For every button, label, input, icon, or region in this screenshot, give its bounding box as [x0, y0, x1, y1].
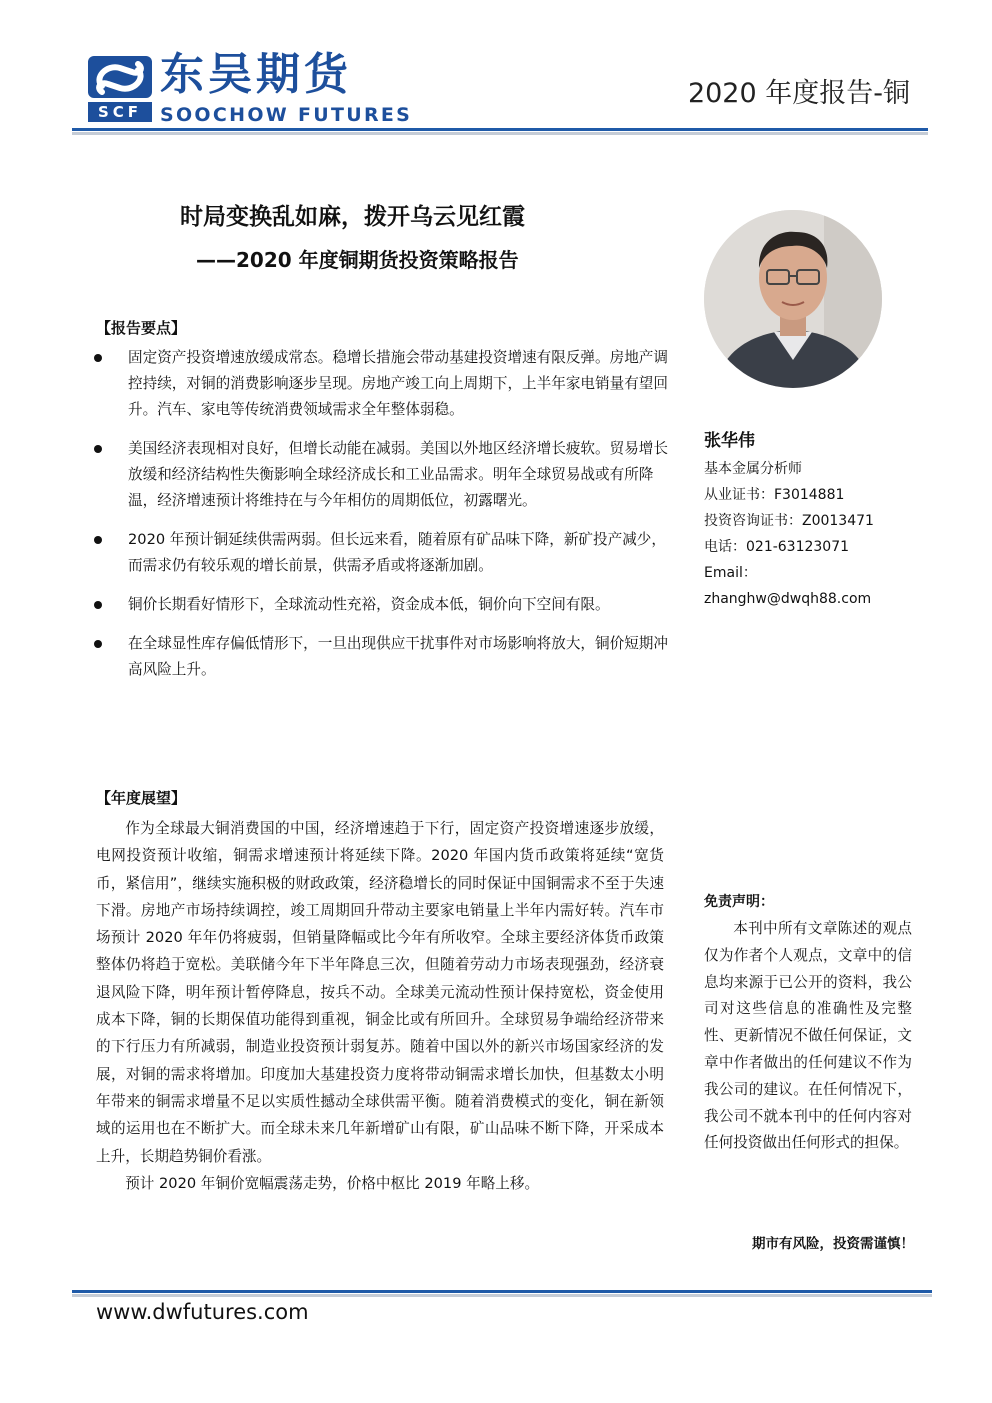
- outlook-heading: 【年度展望】: [96, 789, 187, 807]
- list-item: [92, 436, 672, 514]
- outlook-paragraph: 预计 2020 年铜价宽幅震荡走势，价格中枢比 2019 年略上移。: [125, 1174, 540, 1192]
- analyst-consult-license: 投资咨询证书：Z0013471: [704, 513, 874, 529]
- key-points-list: [92, 345, 672, 696]
- page-subtitle: ——2020 年度铜期货投资策略报告: [196, 248, 519, 272]
- disclaimer-body: [704, 916, 912, 1157]
- key-points-heading: 【报告要点】: [96, 319, 187, 337]
- analyst-role: 基本金属分析师: [704, 461, 802, 477]
- list-item: [92, 631, 672, 683]
- analyst-photo: [704, 210, 882, 388]
- bullet-icon: [94, 640, 102, 648]
- bullet-icon: [94, 354, 102, 362]
- list-item: [92, 527, 672, 579]
- disclaimer-text: 本刊中所有文章陈述的观点仅为作者个人观点，文章中的信息均来源于已公开的资料，我公司对这些信息的准确性及完整性、更新情况不做任何保证，文章中作者做出的任何建议不作为我公司的建议。在任何情况下，我公司不就本刊中的任何内容对任何投资做出任何形式的担保。: [704, 920, 912, 1152]
- analyst-email: zhanghw@dwqh88.com: [704, 591, 872, 607]
- logo-chinese-name: 东吴期货: [160, 49, 352, 100]
- footer-website: www.dwfutures.com: [96, 1300, 309, 1324]
- list-item: [92, 592, 672, 618]
- analyst-phone: 电话：021-63123071: [704, 539, 850, 555]
- list-item-text: 2020 年预计铜延续供需两弱。但长远来看，随着原有矿品味下降，新矿投产减少，而需求仍有较乐观的增长前景，供需矛盾或将逐渐加剧。: [128, 531, 666, 574]
- analyst-license: 从业证书：F3014881: [704, 487, 845, 503]
- analyst-email-label: Email：: [704, 565, 757, 581]
- list-item-text: 美国经济表现相对良好，但增长动能在减弱。美国以外地区经济增长疲软。贸易增长放缓和经济结构性失衡影响全球经济成长和工业品需求。明年全球贸易战或有所降温，经济增速预计将维持在与今年相仿的周期低位，初露曙光。: [128, 440, 668, 509]
- outlook-body: [96, 815, 664, 1197]
- logo-abbr: SCF: [97, 103, 143, 121]
- header-divider: [72, 128, 928, 131]
- footer-divider: [72, 1290, 932, 1293]
- disclaimer-heading: 免责声明：: [704, 894, 774, 910]
- analyst-info: [704, 428, 934, 612]
- bullet-icon: [94, 536, 102, 544]
- bullet-icon: [94, 445, 102, 453]
- risk-warning: 期市有风险，投资需谨慎！: [752, 1236, 914, 1252]
- list-item-text: 铜价长期看好情形下，全球流动性充裕，资金成本低，铜价向下空间有限。: [128, 596, 610, 613]
- list-item: [92, 345, 672, 423]
- page-title: 时局变换乱如麻，拨开乌云见红霞: [180, 204, 525, 230]
- analyst-name: 张华伟: [704, 431, 755, 451]
- outlook-paragraph: 作为全球最大铜消费国的中国，经济增速趋于下行，固定资产投资增速逐步放缓，电网投资预计收缩，铜需求增速预计将延续下降。2020 年国内货币政策将延续“宽货币，紧信用”，继续实施积极的财政政策，经济稳增长的同时保证中国铜需求不至于失速下滑。房地产市场持续调控，竣工周期回升带动主要家电销量上半年内需好转。汽车市场预计 2020 年年仍将疲弱，但销量降幅或比今年有所收窄。全球主要经济体货币政策整体仍将趋于宽松。美联储今年下半年降息三次，但随着劳动力市场表现强劲，经济衰退风险下降，明年预计暂停降息，按兵不动。全球美元流动性预计保持宽松，资金使用成本下降，铜的长期保值功能得到重视，铜金比或有所回升。全球贸易争端给经济带来的下行压力有所减弱，制造业投资预计弱复苏。随着中国以外的新兴市场国家经济的发展，对铜的需求将增加。印度加大基建投资力度将带动铜需求增长加快，但基数太小明年带来的铜需求增量不足以实质性撼动全球供需平衡。随着消费模式的变化，铜在新领域的运用也在不断扩大。而全球未来几年新增矿山有限，矿山品味不断下降，开采成本上升，长期趋势铜价看涨。: [96, 820, 664, 1165]
- logo-english-name: SOOCHOW FUTURES: [160, 104, 413, 126]
- header-divider-shadow: [72, 132, 928, 135]
- list-item-text: 在全球显性库存偏低情形下，一旦出现供应干扰事件对市场影响将放大，铜价短期冲高风险上升。: [128, 635, 668, 678]
- bullet-icon: [94, 601, 102, 609]
- list-item-text: 固定资产投资增速放缓成常态。稳增长措施会带动基建投资增速有限反弹。房地产调控持续，对铜的消费影响逐步呈现。房地产竣工向上周期下，上半年家电销量有望回升。汽车、家电等传统消费领域需求全年整体弱稳。: [128, 349, 668, 418]
- report-title: 2020 年度报告-铜: [687, 78, 910, 109]
